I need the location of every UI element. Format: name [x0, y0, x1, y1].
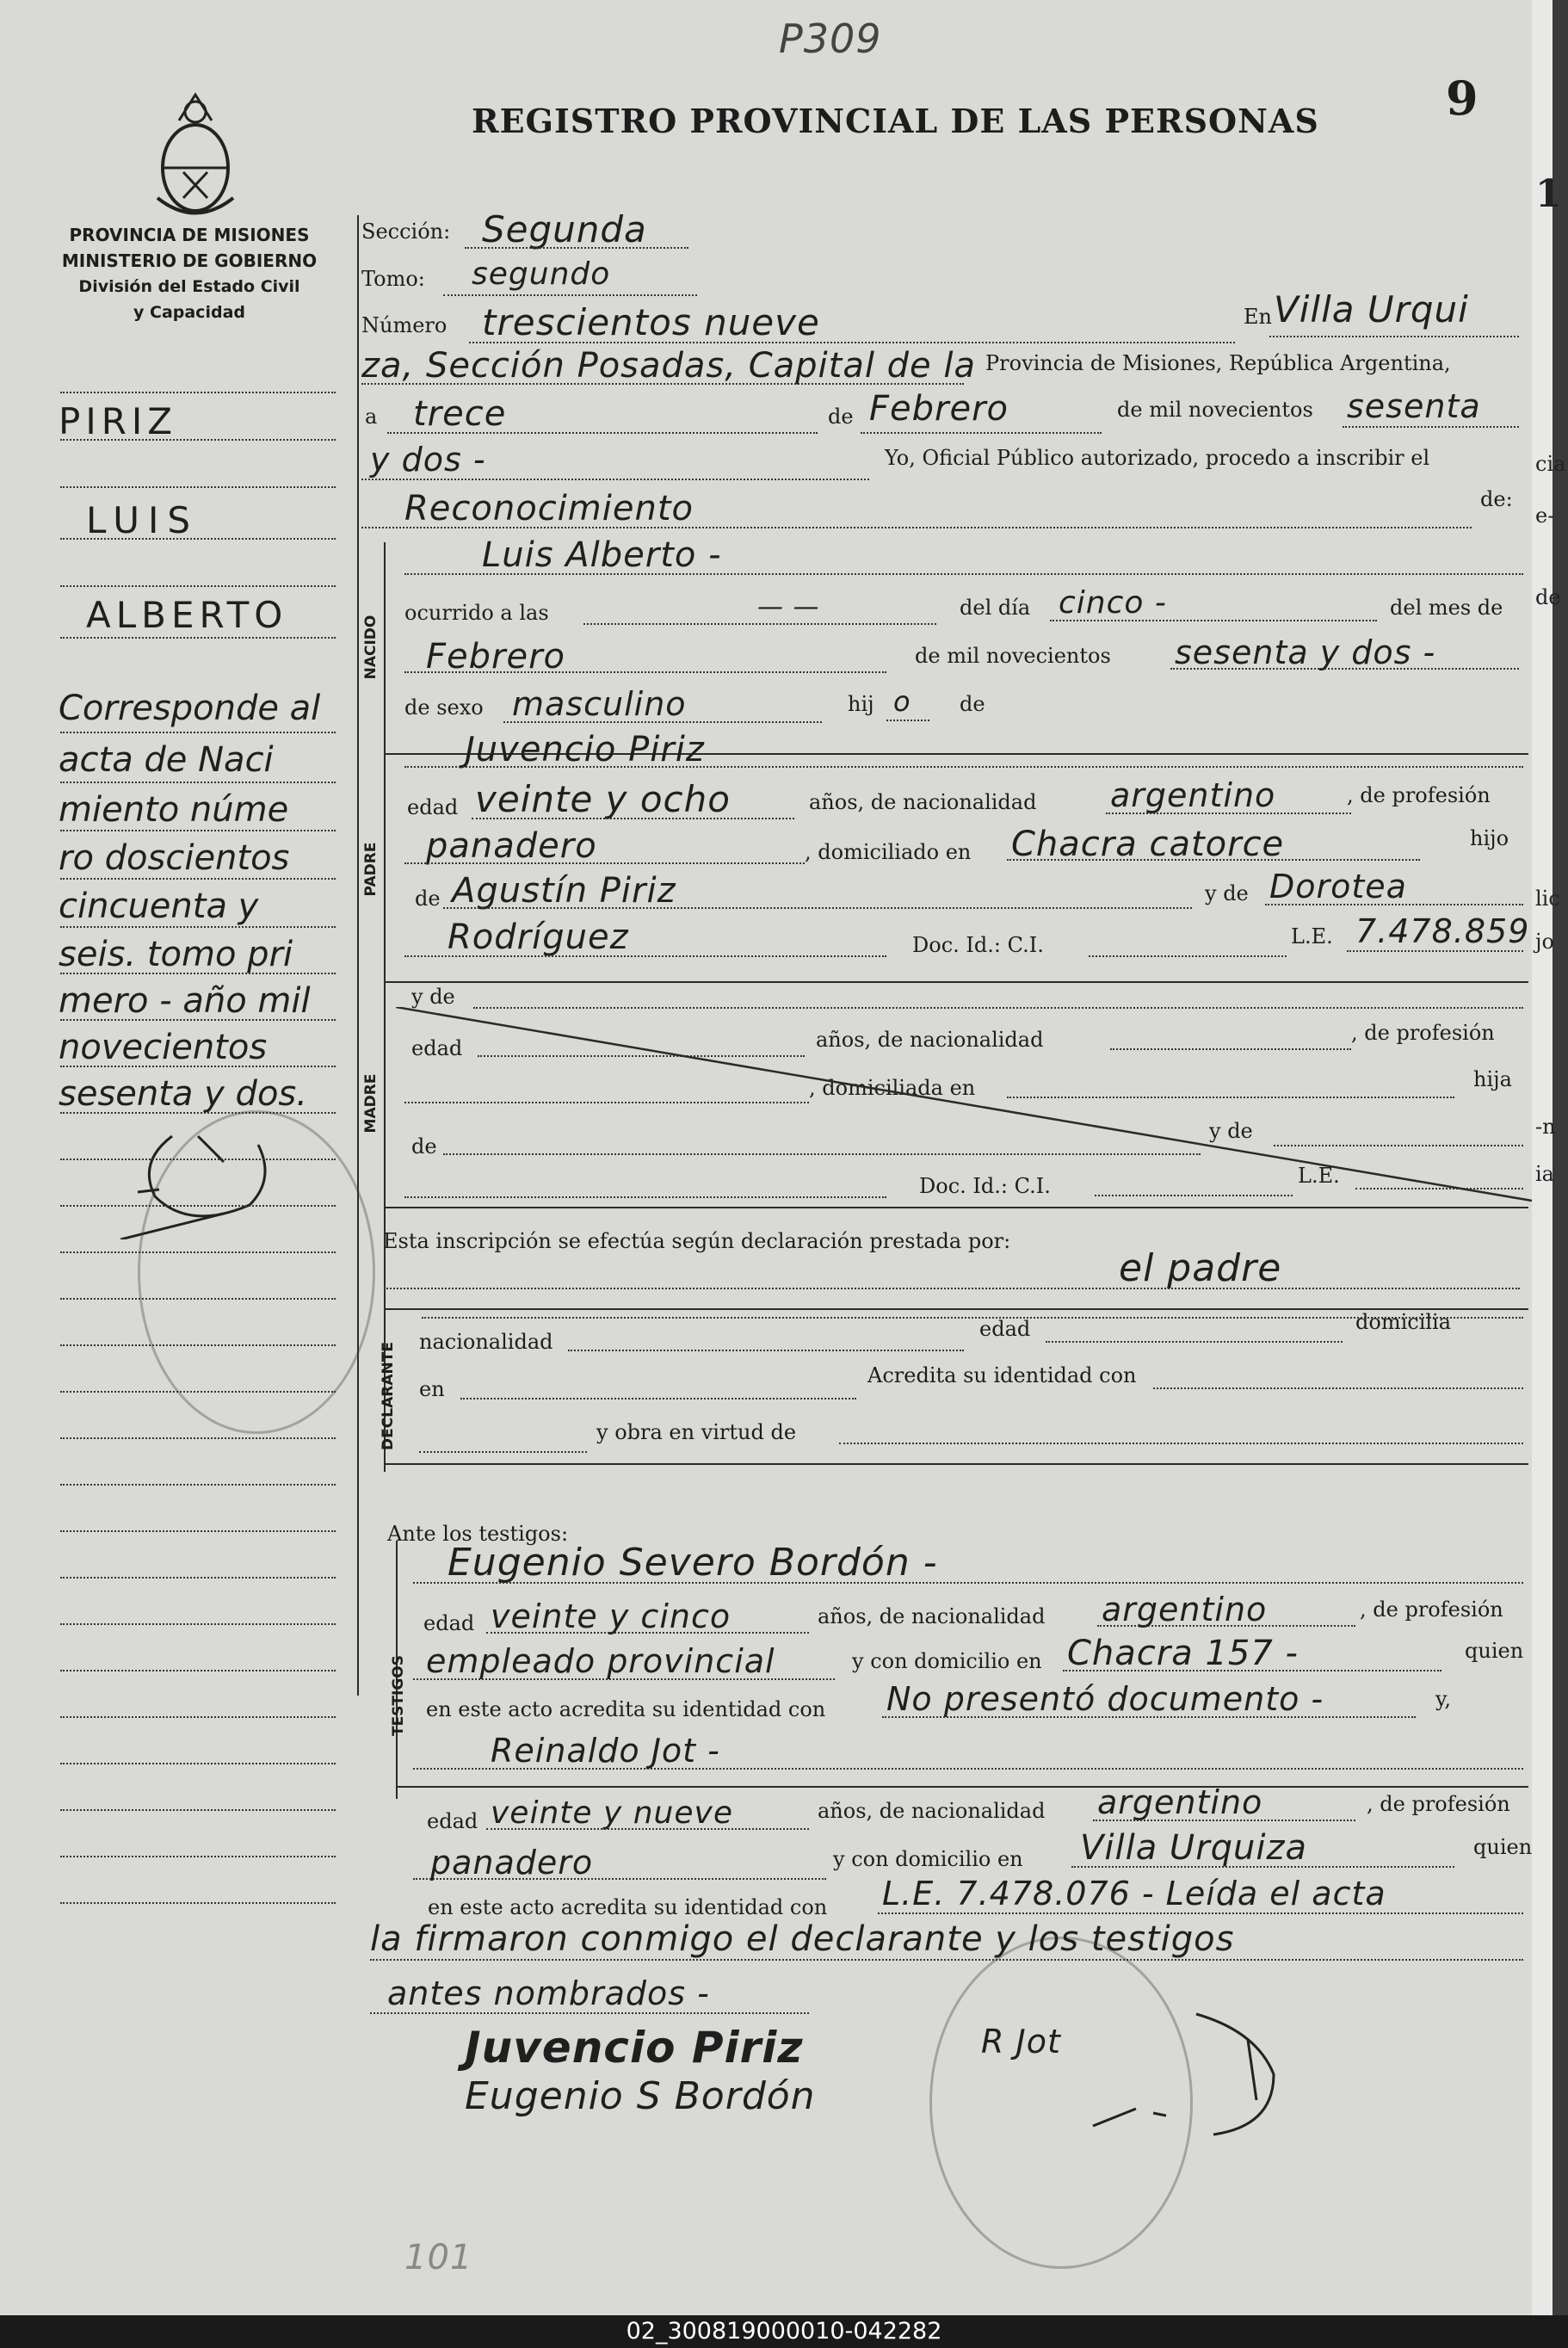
value-tomo: segundo — [472, 256, 611, 292]
margin-name-2: ALBERTO — [86, 594, 288, 636]
value-hij-suffix: o — [893, 685, 911, 718]
edge-mark: -n — [1535, 1115, 1556, 1139]
label-del-mes: del mes de — [1390, 596, 1503, 620]
label-de: de — [828, 405, 854, 429]
label-t1-anos: años, de nacionalidad — [818, 1604, 1046, 1628]
cancel-line — [396, 1007, 1532, 1205]
label-t1-quien: quien — [1465, 1639, 1524, 1663]
official-seal — [138, 1110, 375, 1434]
value-seccion: Segunda — [482, 208, 647, 250]
label-ante: Ante los testigos: — [387, 1522, 569, 1546]
label-t1-acto: en este acto acredita su identidad con — [426, 1697, 826, 1721]
label-hijo: hijo — [1470, 826, 1509, 850]
office-line: MINISTERIO DE GOBIERNO — [61, 250, 318, 271]
margin-note-line: Corresponde al — [59, 689, 321, 728]
label-t2-quien: quien — [1473, 1835, 1532, 1859]
value-padre-prof: panadero — [426, 826, 597, 866]
value-hora: — — — [757, 592, 820, 622]
label-obra: y obra en virtud de — [596, 1420, 797, 1444]
value-dia-nac: cinco - — [1059, 585, 1167, 621]
label-t2-dom: y con domicilio en — [833, 1847, 1023, 1871]
label-edad: edad — [407, 795, 459, 819]
label-hij: hij — [848, 692, 874, 716]
value-nombre: Luis Alberto - — [482, 535, 722, 575]
label-anos-nac: años, de nacionalidad — [809, 790, 1037, 814]
section-label-nacido: NACIDO — [362, 615, 380, 680]
value-padre-nac: argentino — [1110, 776, 1276, 814]
label-t2-anos: años, de nacionalidad — [818, 1799, 1046, 1823]
value-cierre-2: antes nombrados - — [387, 1974, 710, 2012]
label-domicilia: domicilia — [1355, 1310, 1452, 1334]
edge-mark: e- — [1535, 504, 1555, 528]
folio-stamp: P309 — [779, 15, 882, 62]
value-sexo: masculino — [512, 685, 687, 723]
section-label-madre: MADRE — [362, 1073, 380, 1134]
value-mes: Febrero — [869, 389, 1009, 429]
label-de-profesion: , de profesión — [1347, 783, 1491, 807]
value-t1-dom: Chacra 157 - — [1067, 1634, 1299, 1673]
label-t2-edad: edad — [427, 1809, 478, 1833]
office-line: y Capacidad — [133, 303, 245, 322]
value-t2-nac: argentino — [1097, 1783, 1263, 1821]
margin-note-line: mero - año mil — [59, 981, 311, 1021]
label-t1-prof: , de profesión — [1360, 1597, 1503, 1622]
label-nacionalidad: nacionalidad — [419, 1330, 553, 1354]
value-testigo-2: Reinaldo Jot - — [491, 1732, 720, 1770]
margin-note-line: acta de Naci — [59, 740, 274, 780]
office-block — [43, 222, 336, 325]
label-t2-prof: , de profesión — [1367, 1792, 1510, 1816]
value-dia: trece — [413, 394, 507, 434]
label-t1-y: y, — [1435, 1687, 1451, 1711]
label-del-dia: del día — [960, 596, 1031, 620]
margin-note-line: ro doscientos — [59, 838, 290, 878]
value-anio: sesenta — [1347, 387, 1481, 425]
signature-3: R Jot — [981, 2023, 1061, 2061]
value-padre-le: 7.478.859 — [1355, 912, 1530, 950]
label-de-mil-2: de mil novecientos — [915, 644, 1111, 668]
bottom-mark: 101 — [404, 2238, 473, 2277]
label-madre-le: L.E. — [1298, 1164, 1340, 1188]
section-rule — [384, 1207, 1528, 1208]
label-inscripcion: Esta inscripción se efectúa según declaración prestada por: — [383, 1229, 1011, 1253]
edge-mark: lic — [1535, 887, 1560, 911]
label-madre-yde-2: y de — [1209, 1119, 1253, 1143]
label-t2-acto: en este acto acredita su identidad con — [428, 1895, 828, 1919]
label-madre-anos: años, de nacionalidad — [816, 1028, 1044, 1052]
label-domiciliado: , domiciliado en — [805, 840, 972, 864]
value-testigo-1: Eugenio Severo Bordón - — [448, 1541, 938, 1585]
margin-name-1: LUIS — [86, 499, 200, 541]
label-de-colon: de: — [1480, 487, 1513, 511]
value-t2-dom: Villa Urquiza — [1080, 1828, 1308, 1868]
official-signature — [1067, 2005, 1299, 2152]
value-acto: Reconocimiento — [404, 489, 694, 528]
edge-mark: ia — [1535, 1162, 1554, 1186]
edge-mark: jo — [1535, 930, 1554, 954]
label-yo-oficial: Yo, Oficial Público autorizado, procedo a inscribir el — [885, 446, 1430, 470]
label-madre-prof: , de profesión — [1351, 1021, 1495, 1045]
margin-note-line: novecientos — [59, 1028, 268, 1067]
value-padre-edad: veinte y ocho — [475, 778, 731, 820]
value-padre-nombre: Juvencio Piriz — [465, 730, 705, 769]
coat-of-arms-icon — [145, 86, 246, 224]
margin-note-line: cincuenta y — [59, 887, 259, 926]
value-abuelo: Agustín Piriz — [452, 871, 676, 911]
label-ocurrido: ocurrido a las — [404, 601, 549, 625]
value-abuela-cont: Rodríguez — [448, 918, 629, 957]
label-de-2: de — [960, 692, 985, 716]
page-number: 9 — [1446, 71, 1478, 126]
label-madre-yde: y de — [411, 985, 455, 1009]
value-t2-edad: veinte y nueve — [491, 1795, 733, 1831]
value-numero: trescientos nueve — [482, 301, 820, 343]
value-place-cont: za, Sección Posadas, Capital de la — [361, 346, 976, 386]
adjacent-page-edge — [1532, 0, 1568, 2315]
edge-mark: 1 — [1535, 172, 1562, 216]
value-en-place: Villa Urqui — [1274, 288, 1469, 331]
registry-title: REGISTRO PROVINCIAL DE LAS PERSONAS — [472, 102, 1319, 140]
office-line: División del Estado Civil — [78, 277, 300, 296]
label-a: a — [365, 405, 378, 429]
label-de-sexo: de sexo — [404, 695, 484, 720]
section-label-testigos: TESTIGOS — [390, 1654, 407, 1737]
label-madre-de: de — [411, 1134, 437, 1159]
edge-mark: de — [1535, 585, 1561, 609]
label-de-3: de — [415, 887, 441, 911]
value-mes-nac: Febrero — [426, 637, 565, 677]
value-padre-dom: Chacra catorce — [1011, 825, 1285, 864]
section-rule — [396, 1786, 1528, 1788]
value-t1-edad: veinte y cinco — [491, 1597, 732, 1635]
label-madre-edad: edad — [411, 1036, 463, 1060]
label-madre-dom: , domiciliada en — [809, 1076, 976, 1100]
value-cierre-1: la firmaron conmigo el declarante y los testigos — [370, 1919, 1235, 1959]
section-rule — [384, 1463, 1528, 1465]
signature-1: Juvencio Piriz — [465, 2023, 804, 2073]
value-t2-prof: panadero — [430, 1844, 594, 1881]
value-t2-doc: L.E. 7.478.076 - Leída el acta — [882, 1875, 1386, 1912]
edge-mark: cia — [1535, 452, 1566, 476]
label-dec-en: en — [419, 1377, 445, 1401]
margin-note-line: seis. tomo pri — [59, 935, 293, 974]
value-anio-cont: y dos - — [370, 441, 486, 479]
office-line: PROVINCIA DE MISIONES — [69, 225, 310, 245]
scan-footer: 02_300819000010-042282 — [0, 2315, 1568, 2348]
margin-divider — [357, 215, 359, 1696]
label-de-mil: de mil novecientos — [1117, 398, 1313, 422]
label-numero: Número — [361, 313, 448, 337]
value-t1-nac: argentino — [1102, 1591, 1268, 1628]
label-t1-edad: edad — [423, 1611, 475, 1635]
value-t1-prof: empleado provincial — [426, 1642, 775, 1680]
section-rule — [384, 981, 1528, 983]
label-madre-hija: hija — [1473, 1067, 1512, 1091]
label-le: L.E. — [1291, 924, 1333, 948]
margin-surname: PIRIZ — [59, 400, 178, 442]
label-dec-edad: edad — [979, 1317, 1031, 1341]
section-label-padre: PADRE — [362, 842, 380, 897]
label-provincia: Provincia de Misiones, República Argentina, — [985, 351, 1451, 375]
margin-note-line: sesenta y dos. — [59, 1074, 307, 1114]
label-madre-doc: Doc. Id.: C.I. — [919, 1174, 1051, 1198]
value-declarante: el padre — [1119, 1246, 1282, 1290]
label-en: En — [1244, 305, 1272, 329]
label-doc-id: Doc. Id.: C.I. — [912, 933, 1044, 957]
section-label-declarante: DECLARANTE — [380, 1342, 397, 1450]
value-t1-doc: No presentó documento - — [886, 1680, 1324, 1718]
value-anio-nac: sesenta y dos - — [1175, 633, 1436, 671]
signature-2: Eugenio S Bordón — [465, 2074, 816, 2118]
label-tomo: Tomo: — [361, 267, 425, 291]
label-seccion: Sección: — [361, 219, 451, 244]
value-abuela: Dorotea — [1269, 868, 1407, 905]
margin-note-line: miento núme — [59, 790, 289, 830]
label-acredita: Acredita su identidad con — [867, 1363, 1137, 1387]
label-y-de: y de — [1205, 881, 1249, 905]
label-t1-dom: y con domicilio en — [852, 1649, 1042, 1673]
